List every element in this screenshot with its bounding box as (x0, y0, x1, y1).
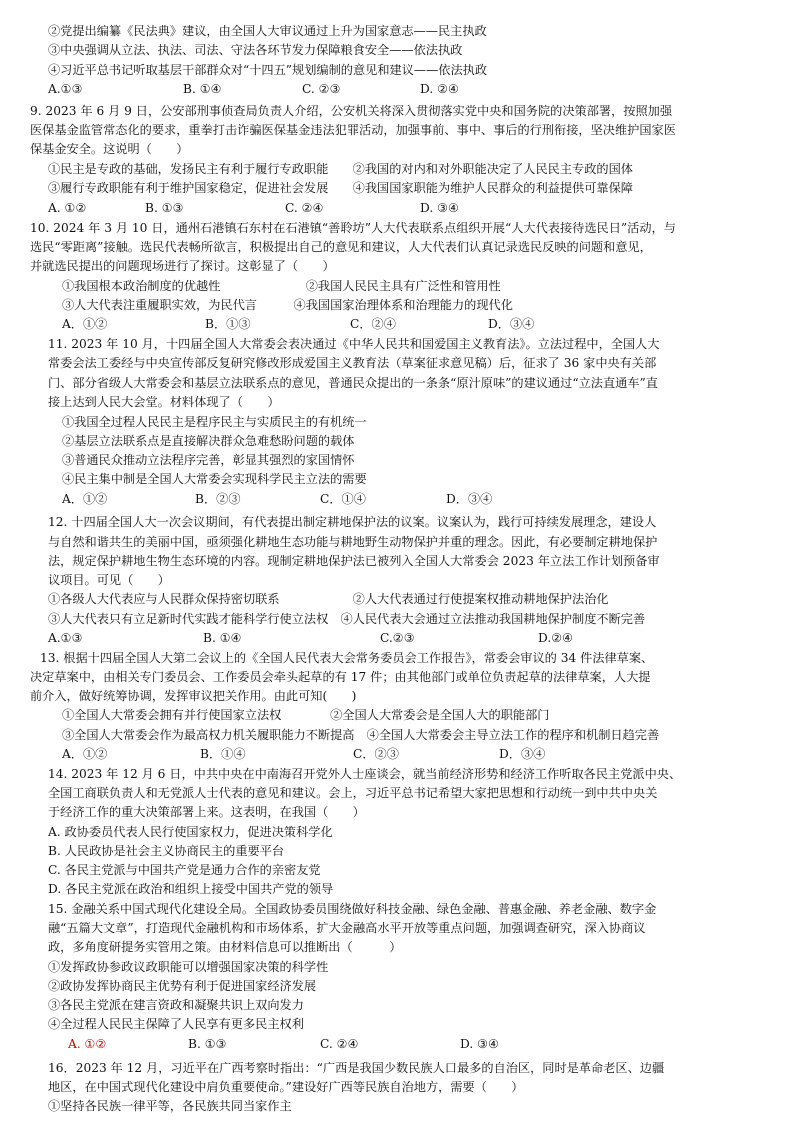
text-line: 全国工商联负责人和无党派人士代表的意见和建议。会上，习近平总书记希望大家把思想和行动统一到中共中央关 (48, 786, 658, 800)
text-line: ④习近平总书记听取基层干部群众对“十四五”规划编制的意见和建议——依法执政 (48, 63, 488, 77)
text-line: 13. 根据十四届全国人大第二会议上的《全国人民代表大会常务委员会工作报告》，常委会审议的 34 件法律草案、 (40, 651, 654, 665)
answer-option: D. ③④ (420, 201, 459, 215)
text-line: 并就选民提出的问题现场进行了探讨。这彰显了（ ） (30, 259, 335, 273)
answer-option: B．②③ (195, 492, 241, 506)
text-line: 议项目。可见（ ） (48, 573, 170, 587)
text-line: 医保基金监管常态化的要求，重拳打击诈骗医保基金违法犯罪活动，加强事前、事中、事后的行刑衔接，坚决维护国家医 (30, 123, 676, 137)
answer-option: A.①③ (48, 82, 83, 96)
answer-option: D．③④ (446, 492, 493, 506)
text-line: ①各级人大代表应与人民群众保持密切联系 ②人大代表通过行使提案权推动耕地保护法治化 (48, 592, 609, 606)
answer-option: D．③④ (499, 747, 546, 761)
text-line: ④全过程人民民主保障了人民享有更多民主权利 (48, 1017, 304, 1031)
text-line: 15. 金融关系中国式现代化建设全局。全国政协委员围绕做好科技金融、绿色金融、普惠金融、养老金融、数字金 (48, 902, 657, 916)
text-line: ①发挥政协参政议政职能可以增强国家决策的科学性 (48, 960, 329, 974)
text-line: 保基金安全。这说明（ ） (30, 142, 189, 156)
text-line: C. 各民主党派与中国共产党是通力合作的亲密友党 (48, 863, 321, 877)
text-line: ③中央强调从立法、执法、司法、守法各环节发力保障粮食安全——依法执政 (48, 43, 463, 57)
text-line: ①我国全过程人民民主是程序民主与实质民主的有机统一 (62, 415, 367, 429)
answer-option: D. ③④ (460, 1037, 499, 1051)
answer-option: C. ②③ (302, 82, 341, 96)
answer-option: A. ①② (48, 201, 87, 215)
answer-option: B. ①④ (183, 82, 222, 96)
text-line: 地区，在中国式现代化建设中肩负重要使命。”建设好广西等民族自治地方，需要（ ） (48, 1080, 524, 1094)
answer-option: B. ①③ (145, 201, 184, 215)
text-line: 前介入，做好统筹协调，发挥审议把关作用。由此可知( ) (30, 689, 357, 703)
text-line: 接上达到人民大会堂。材料体现了（ ） (48, 395, 280, 409)
answer-option: B. ①③ (188, 1037, 227, 1051)
answer-option: A.①③ (48, 631, 83, 645)
text-line: 决定草案中，由相关专门委员会、工作委员会牵头起草的有 17 件；由其他部门或单位负责起草的法律草案，人大提 (30, 670, 651, 684)
text-line: 常委会法工委经与中央宣传部反复研究修改形成爱国主义教育法（草案征求意见稿）后，征求了 36 家中央有关部 (48, 356, 657, 370)
answer-option: B．①③ (205, 317, 251, 331)
text-line: 政，多角度研提务实管用之策。由材料信息可以推断出（ ） (48, 940, 402, 954)
text-line: ③各民主党派在建言资政和凝聚共识上双向发力 (48, 998, 304, 1012)
answer-option: B. ①④ (203, 631, 242, 645)
text-line: ②政协发挥协商民主优势有利于促进国家经济发展 (48, 979, 317, 993)
text-line: B. 人民政协是社会主义协商民主的重要平台 (48, 844, 285, 858)
text-line: 融“五篇大文章”，打造现代金融机构和市场体系，扩大金融高水平开放等重点问题，加强调查研究，深入协商议 (48, 921, 646, 935)
answer-option: A. ①② (68, 1037, 107, 1051)
answer-option: D．③④ (488, 317, 535, 331)
text-line: ②基层立法联系点是直接解决群众急难愁盼问题的载体 (62, 434, 355, 448)
text-line: 16．2023 年 12 月，习近平在广西考察时指出：“广西是我国少数民族人口最多的自治区，同时是革命老区、边疆 (48, 1061, 665, 1075)
text-line: 门、部分省级人大常委会和基层立法联系点的意见，普通民众提出的一条条“原汁原味”的建议通过“立法直通车”直 (48, 376, 658, 390)
text-line: 于经济工作的重大决策部署上来。这表明，在我国（ ） (48, 805, 365, 819)
answer-option: C.②③ (380, 631, 415, 645)
answer-option: C. ②④ (285, 201, 324, 215)
answer-option: C．①④ (320, 492, 366, 506)
text-line: 14. 2023 年 12 月 6 日，中共中央在中南海召开党外人士座谈会，就当前经济形势和经济工作听取各民主党派中央、 (48, 767, 682, 781)
text-line: ④民主集中制是全国人大常委会实现科学民主立法的需要 (62, 472, 367, 486)
text-line: D. 各民主党派在政治和组织上接受中国共产党的领导 (48, 882, 334, 896)
text-line: ③全国人大常委会作为最高权力机关履职能力不断提高 ④全国人大常委会主导立法工作的程序和机制日趋完善 (62, 728, 660, 742)
answer-option: B．①④ (200, 747, 246, 761)
answer-option: A．①② (62, 317, 108, 331)
text-line: ②党提出编纂《民法典》建议，由全国人大审议通过上升为国家意志——民主执政 (48, 24, 487, 38)
answer-option: C．②③ (353, 747, 399, 761)
text-line: 10. 2024 年 3 月 10 日，通州石港镇石东村在石港镇“善聆坊”人大代表联系点组织开展“人大代表接待选民日”活动，与 (30, 221, 676, 235)
text-line: 法，规定保护耕地生物生态环境的内容。现制定耕地保护法已被列入全国人大常委会 2023 年立法工作计划预备审 (48, 554, 660, 568)
text-line: ①坚持各民族一律平等，各民族共同当家作主 (48, 1099, 292, 1113)
text-line: 选民“零距离”接触。选民代表畅所欲言，积极提出自己的意见和建议，人大代表们认真记录选民反映的问题和意见， (30, 240, 652, 254)
text-line: ①我国根本政治制度的优越性 ②我国人民民主具有广泛性和管用性 (62, 279, 501, 293)
text-line: ③普通民众推动立法程序完善，彰显其强烈的家国情怀 (62, 453, 355, 467)
text-line: 9. 2023 年 6 月 9 日，公安部刑事侦查局负责人介绍，公安机关将深入贯彻落实党中央和国务院的决策部署，按照加强 (30, 104, 673, 118)
answer-option: C. ②④ (320, 1037, 359, 1051)
text-line: 12. 十四届全国人大一次会议期间，有代表提出制定耕地保护法的议案。议案认为，践行可持续发展理念，建设人 (48, 515, 657, 529)
answer-option: D.②④ (538, 631, 574, 645)
text-line: A. 政协委员代表人民行使国家权力，促进决策科学化 (48, 825, 333, 839)
text-line: ③履行专政职能有利于维护国家稳定，促进社会发展 ④我国国家职能为维护人民群众的利益提供可靠保障 (48, 181, 633, 195)
answer-option: D. ②④ (420, 82, 459, 96)
text-line: ①民主是专政的基础，发扬民主有利于履行专政职能 ②我国的对内和对外职能决定了人民民主专政的国体 (48, 162, 633, 176)
text-line: ③人大代表只有立足新时代实践才能科学行使立法权 ④人民代表大会通过立法推动我国耕地保护制度不断完善 (48, 612, 646, 626)
text-line: ①全国人大常委会拥有并行使国家立法权 ②全国人大常委会是全国人大的职能部门 (62, 708, 550, 722)
answer-option: C．②④ (350, 317, 396, 331)
text-line: 11. 2023 年 10 月，十四届全国人大常委会表决通过《中华人民共和国爱国主义教育法》。立法过程中，全国人大 (48, 337, 660, 351)
answer-option: A．①② (62, 747, 108, 761)
text-line: 与自然和谐共生的美丽中国，亟须强化耕地生态功能与耕地野生动物保护并重的理念。因此，有必要制定耕地保护 (48, 535, 658, 549)
text-line: ③人大代表注重履职实效，为民代言 ④我国国家治理体系和治理能力的现代化 (62, 298, 513, 312)
answer-option: A．①② (62, 492, 108, 506)
